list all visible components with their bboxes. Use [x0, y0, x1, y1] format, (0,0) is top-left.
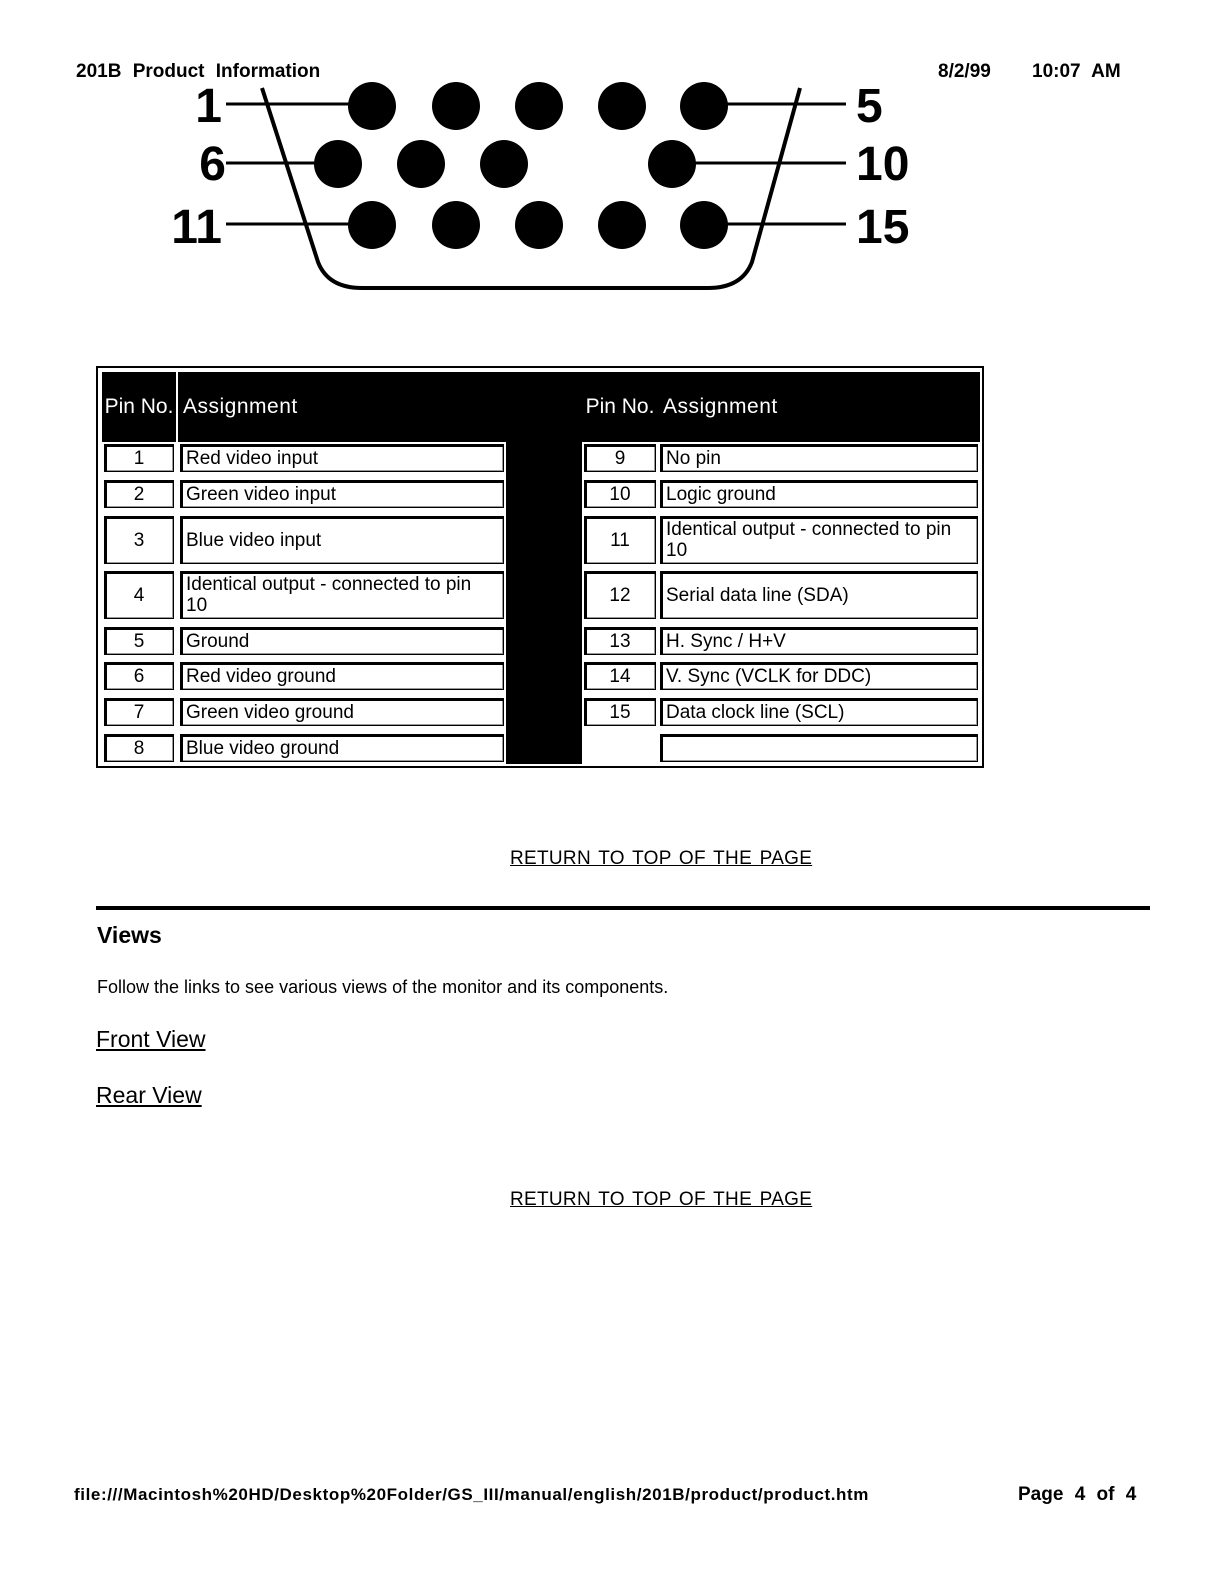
pin-assignment-cell: Ground: [180, 627, 504, 655]
pin-number-cell-right: 15: [584, 698, 656, 726]
pin-dot-7: [397, 140, 445, 188]
pin-number-cell: 7: [104, 698, 174, 726]
pin-number-cell-right: 13: [584, 627, 656, 655]
pin-assignment-cell: Green video ground: [180, 698, 504, 726]
pin-dot-4: [598, 82, 646, 130]
pin-number-cell-right: 9: [584, 444, 656, 472]
views-heading: Views: [97, 922, 162, 948]
pin-dot-5: [680, 82, 728, 130]
pin-assignment-cell: Blue video input: [180, 516, 504, 564]
print-header-time: 10:07 AM: [1032, 61, 1121, 82]
dsub-connector-diagram: [0, 0, 1224, 320]
pin-assignment-table: [96, 366, 984, 768]
return-to-top-link[interactable]: RETURN TO TOP OF THE PAGE: [510, 848, 813, 869]
pin-assignment-cell: Red video input: [180, 444, 504, 472]
pin-dot-15: [680, 201, 728, 249]
pin-number-cell-right: 11: [584, 516, 656, 564]
pin-assignment-cell-right: Logic ground: [660, 480, 978, 508]
pin-number-cell-right: 10: [584, 480, 656, 508]
pin-assignment-cell-right: Identical output - connected to pin 10: [660, 516, 978, 564]
connector-label-1: 1: [195, 80, 222, 133]
pin-number-cell: 8: [104, 734, 174, 762]
pin-dot-10: [648, 140, 696, 188]
print-footer-url: file:///Macintosh%20HD/Desktop%20Folder/GS_III/manual/english/201B/product/product.htm: [74, 1485, 870, 1504]
header-pin-no-left: Pin No.: [102, 372, 176, 442]
pin-number-cell: 1: [104, 444, 174, 472]
pin-number-cell-right: [584, 734, 656, 762]
pin-number-cell-right: 14: [584, 662, 656, 690]
pin-number-cell: 4: [104, 571, 174, 619]
pin-number-cell: 2: [104, 480, 174, 508]
pin-number-cell-right: 12: [584, 571, 656, 619]
pin-assignment-cell-right: Serial data line (SDA): [660, 571, 978, 619]
connector-label-15: 15: [856, 201, 910, 254]
pin-dot-12: [432, 201, 480, 249]
return-to-top-link-bottom[interactable]: RETURN TO TOP OF THE PAGE: [510, 1189, 813, 1210]
connector-label-6: 6: [199, 138, 226, 191]
pin-assignment-cell: Green video input: [180, 480, 504, 508]
pin-assignment-cell-right: H. Sync / H+V: [660, 627, 978, 655]
pin-dot-13: [515, 201, 563, 249]
pin-dot-14: [598, 201, 646, 249]
connector-label-11: 11: [171, 201, 222, 254]
header-assignment-left: Assignment: [178, 372, 506, 442]
pin-number-cell: 6: [104, 662, 174, 690]
section-rule: [96, 906, 1150, 910]
connector-label-5: 5: [856, 80, 883, 133]
connector-label-10: 10: [856, 138, 910, 191]
pin-assignment-cell-right: [660, 734, 978, 762]
pin-assignment-cell: Blue video ground: [180, 734, 504, 762]
rear-view-link[interactable]: Rear View: [96, 1082, 202, 1108]
pin-dot-1: [348, 82, 396, 130]
print-header-date: 8/2/99: [938, 61, 991, 82]
pin-dot-6: [314, 140, 362, 188]
pin-number-cell: 3: [104, 516, 174, 564]
pin-assignment-cell-right: Data clock line (SCL): [660, 698, 978, 726]
pin-dot-2: [432, 82, 480, 130]
print-footer-page: Page 4 of 4: [1018, 1484, 1137, 1505]
header-assignment-right: Assignment: [658, 372, 980, 442]
pin-dot-3: [515, 82, 563, 130]
pin-assignment-cell-right: No pin: [660, 444, 978, 472]
front-view-link[interactable]: Front View: [96, 1026, 206, 1052]
print-header-title: 201B Product Information: [76, 61, 321, 82]
pin-assignment-cell-right: V. Sync (VCLK for DDC): [660, 662, 978, 690]
pin-dot-8: [480, 140, 528, 188]
pin-assignment-cell: Red video ground: [180, 662, 504, 690]
header-pin-no-right: Pin No.: [582, 372, 658, 442]
pin-dot-11: [348, 201, 396, 249]
pin-number-cell: 5: [104, 627, 174, 655]
pin-assignment-cell: Identical output - connected to pin 10: [180, 571, 504, 619]
table-divider-column: [506, 372, 582, 764]
views-intro-text: Follow the links to see various views of the monitor and its components.: [97, 977, 669, 997]
